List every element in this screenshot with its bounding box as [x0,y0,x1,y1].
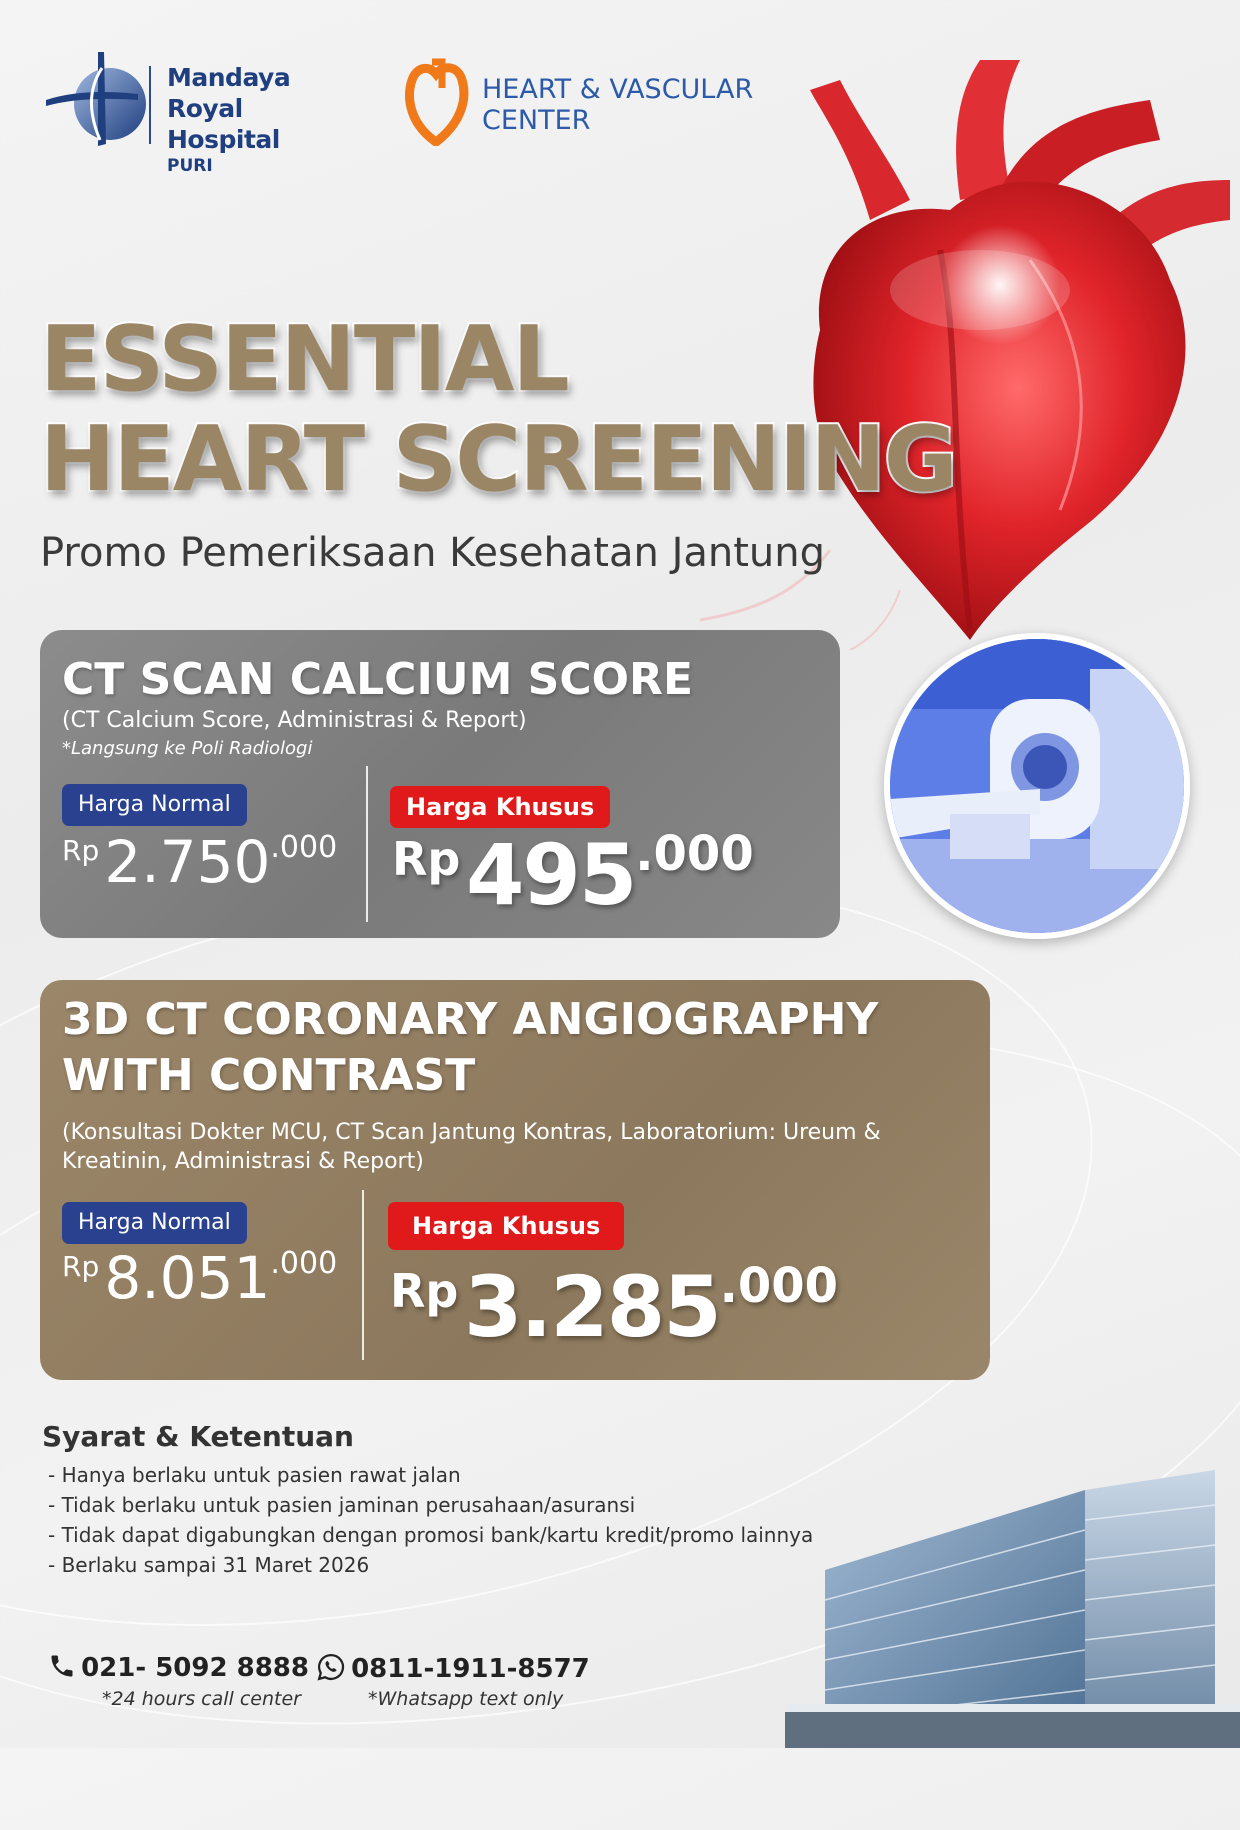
normal-price-suffix: .000 [270,830,338,865]
terms-list [48,1460,813,1580]
package-card-coronary-angiography [40,980,990,1380]
headline-line2: HEART SCREENING [40,407,956,512]
special-price [392,826,754,924]
whatsapp-number: 0811-1911-8577 [351,1654,590,1684]
special-price [390,1258,838,1356]
subheadline: Promo Pemeriksaan Kesehatan Jantung [40,530,825,576]
price-divider [366,766,368,922]
normal-price-currency: Rp [62,1250,100,1283]
package-description-line1: (Konsultasi Dokter MCU, CT Scan Jantung Kontras, Laboratorium: Ureum & [62,1120,881,1145]
headline [40,307,956,512]
logo-divider [149,66,151,144]
hospital-building-illustration [785,1460,1240,1748]
mandaya-logo [42,48,362,176]
special-price-currency: Rp [390,1264,459,1318]
normal-price-value: 8.051 [104,1244,271,1312]
package-title-line2: WITH CONTRAST [62,1050,476,1101]
normal-price-badge: Harga Normal [62,784,247,826]
terms-item: - Tidak berlaku untuk pasien jaminan perusahaan/asuransi [48,1493,636,1517]
headline-line1: ESSENTIAL [40,307,568,412]
hospital-name [167,62,362,177]
normal-price-suffix: .000 [270,1246,338,1281]
contact-whatsapp[interactable] [316,1652,590,1710]
normal-price-badge: Harga Normal [62,1202,247,1244]
heart-center-emblem-icon [402,58,470,146]
normal-price-currency: Rp [62,834,100,867]
terms-item: - Berlaku sampai 31 Maret 2026 [48,1553,370,1577]
terms-item: - Hanya berlaku untuk pasien rawat jalan [48,1463,461,1487]
phone-icon [48,1652,76,1680]
center-name-line2: CENTER [482,105,591,136]
ct-scanner-photo [884,633,1190,939]
normal-price [62,1244,337,1312]
mandaya-cross-emblem-icon [42,48,152,148]
ct-scanner-icon [890,639,1184,933]
hospital-name-line1: Mandaya [167,63,291,92]
package-description: (CT Calcium Score, Administrasi & Report) [62,708,527,733]
special-price-badge: Harga Khusus [390,786,610,828]
special-price-suffix: .000 [635,826,754,882]
special-price-currency: Rp [392,832,461,886]
special-price-value: 495 [465,826,636,924]
normal-price-value: 2.750 [104,828,271,896]
package-title: CT SCAN CALCIUM SCORE [62,654,693,705]
phone-number: 021- 5092 8888 [81,1653,309,1683]
hospital-name-line3: PURI [167,156,213,176]
hospital-name-line2: Royal Hospital [167,94,280,154]
terms-title: Syarat & Ketentuan [42,1420,354,1453]
special-price-suffix: .000 [719,1258,839,1314]
phone-note: *24 hours call center [102,1688,301,1710]
center-name-line1: HEART & VASCULAR [482,74,754,105]
package-note: *Langsung ke Poli Radiologi [62,738,313,759]
whatsapp-note: *Whatsapp text only [368,1688,564,1710]
special-price-badge: Harga Khusus [388,1202,624,1250]
package-title-line1: 3D CT CORONARY ANGIOGRAPHY [62,994,879,1045]
terms-item: - Tidak dapat digabungkan dengan promosi bank/kartu kredit/promo lainnya [48,1523,814,1547]
normal-price [62,828,337,896]
whatsapp-icon [316,1652,346,1682]
price-divider [362,1190,364,1360]
package-card-calcium-score [40,630,840,938]
package-description-line2: Kreatinin, Administrasi & Report) [62,1149,424,1174]
special-price-value: 3.285 [463,1258,720,1356]
contact-phone[interactable] [48,1652,309,1710]
